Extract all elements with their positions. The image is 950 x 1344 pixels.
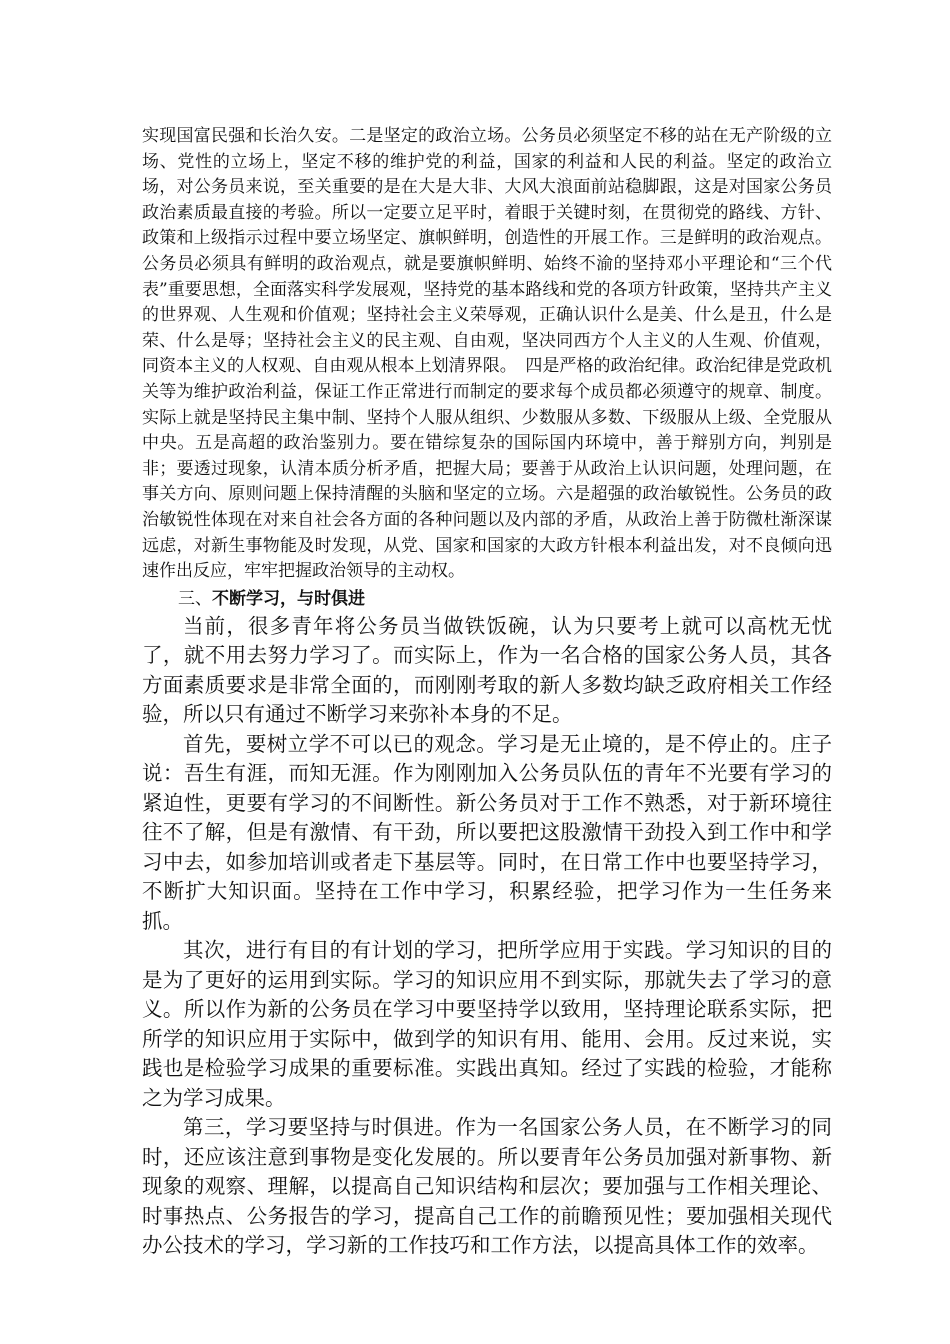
- paragraph-political-quality: 实现国富民强和长治久安。二是坚定的政治立场。公务员必须坚定不移的站在无产阶级的立场、党性的立场上，坚定不移的维护党的利益，国家的利益和人民的利益。坚定的政治立场，对公务员来说，至关重要的是在大是大非、大风大浪面前站稳脚跟，这是对国家公务员政治素质最直接的考验。所以一定要立足平时，着眼于关键时刻，在贯彻党的路线、方针、政策和上级指示过程中要立场坚定、旗帜鲜明，创造性的开展工作。三是鲜明的政治观点。公务员必须具有鲜明的政治观点，就是要旗帜鲜明、始终不渝的坚持邓小平理论和“三个代表”重要思想，全面落实科学发展观，坚持党的基本路线和党的各项方针政策，坚持共产主义的世界观、人生观和价值观；坚持社会主义荣辱观，正确认识什么是美、什么是丑，什么是荣、什么是辱；坚持社会主义的民主观、自由观，坚决同西方个人主义的人生观、价值观，同资本主义的人权观、自由观从根本上划清界限。 四是严格的政治纪律。政治纪律是党政机关等为维护政治利益，保证工作正常进行而制定的要求每个成员都必须遵守的规章、制度。实际上就是坚持民主集中制、坚持个人服从组织、少数服从多数、下级服从上级、全党服从中央。五是高超的政治鉴别力。要在错综复杂的国际国内环境中，善于辩别方向，判别是非；要透过现象，认清本质分析矛盾，把握大局；要善于从政治上认识问题，处理问题，在事关方向、原则问题上保持清醒的头脑和坚定的立场。六是超强的政治敏锐性。公务员的政治敏锐性体现在对来自社会各方面的各种问题以及内部的矛盾，从政治上善于防微杜渐深谋远虑，对新生事物能及时发现，从党、国家和国家的大政方针根本利益出发，对不良倾向迅速作出反应，牢牢把握政治领导的主动权。: [142, 126, 832, 582]
- paragraph-intro-learning: 当前，很多青年将公务员当做铁饭碗，认为只要考上就可以高枕无忧了，就不用去努力学习了。而实际上，作为一名合格的国家公务人员，其各方面素质要求是非常全面的，而刚刚考取的新人多数均缺乏政府相关工作经验，所以只有通过不断学习来弥补本身的不足。: [142, 613, 832, 727]
- section-heading: [142, 586, 832, 612]
- paragraph-first-point: 首先，要树立学不可以已的观念。学习是无止境的，是不停止的。庄子说：吾生有涯，而知无涯。作为刚刚加入公务员队伍的青年不光要有学习的紧迫性，更要有学习的不间断性。新公务员对于工作不熟悉，对于新环境往往不了解，但是有激情、有干劲，所以要把这股激情干劲投入到工作中和学习中去，如参加培训或者走下基层等。同时，在日常工作中也要坚持学习，不断扩大知识面。坚持在工作中学习，积累经验，把学习作为一生任务来抓。: [142, 731, 832, 933]
- section-heading-prefix: 三、: [178, 588, 212, 609]
- section-heading-text: 不断学习，与时俱进: [212, 588, 365, 609]
- paragraph-third-point: 第三，学习要坚持与时俱进。作为一名国家公务人员，在不断学习的同时，还应该注意到事物是变化发展的。所以要青年公务员加强对新事物、新现象的观察、理解，以提高自己知识结构和层次；要加强与工作相关理论、时事热点、公务报告的学习，提高自己工作的前瞻预见性；要加强相关现代办公技术的学习，学习新的工作技巧和工作方法，以提高具体工作的效率。: [142, 1115, 832, 1258]
- paragraph-second-point: 其次，进行有目的有计划的学习，把所学应用于实践。学习知识的目的是为了更好的运用到实际。学习的知识应用不到实际，那就失去了学习的意义。所以作为新的公务员在学习中要坚持学以致用，坚持理论联系实际，把所学的知识应用于实际中，做到学的知识有用、能用、会用。反过来说，实践也是检验学习成果的重要标准。实践出真知。经过了实践的检验，才能称之为学习成果。: [142, 938, 832, 1110]
